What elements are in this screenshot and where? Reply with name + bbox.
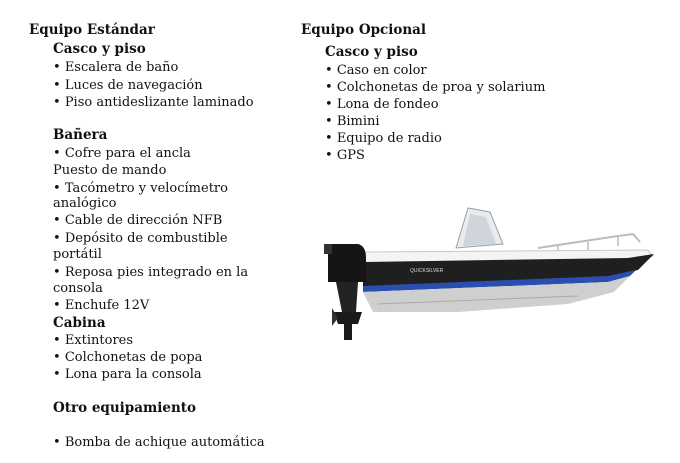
list-item: • Lona para la consola [53, 366, 202, 383]
standard-cockpit-heading: Bañera [53, 127, 108, 143]
list-item: • Luces de navegación [53, 77, 203, 94]
list-item: • Extintores [53, 332, 133, 349]
list-item: • Colchonetas de popa [53, 349, 202, 366]
motor-shaft [336, 282, 358, 312]
standard-equipment-title: Equipo Estándar [29, 22, 155, 38]
list-item: • Colchonetas de proa y solarium [325, 79, 545, 96]
list-item: • Caso en color [325, 62, 427, 79]
list-item: • GPS [325, 147, 365, 164]
list-item: • Cofre para el ancla [53, 145, 191, 162]
propeller-shape [332, 308, 338, 326]
list-item: • Lona de fondeo [325, 96, 439, 113]
list-item: • Piso antideslizante laminado [53, 94, 254, 111]
list-item-continuation: portátil [53, 247, 102, 262]
bow-railing [538, 234, 640, 248]
list-item: • Enchufe 12V [53, 297, 149, 314]
list-item-continuation: analógico [53, 196, 117, 211]
list-item: • Cable de dirección NFB [53, 212, 222, 229]
hull-brand-text: QUICKSILVER [410, 268, 444, 274]
list-item: • Escalera de baño [53, 59, 178, 76]
boat-illustration [318, 200, 658, 345]
optional-equipment-title: Equipo Opcional [301, 22, 427, 38]
optional-hull-heading: Casco y piso [325, 44, 418, 60]
list-item: • Depósito de combustible [53, 230, 228, 247]
standard-other-heading: Otro equipamiento [53, 400, 197, 416]
motor-handle [324, 244, 332, 254]
motor-lower-unit [334, 312, 362, 324]
list-item-continuation: consola [53, 281, 103, 296]
list-item: • Equipo de radio [325, 130, 442, 147]
motor-skeg [344, 324, 352, 340]
outboard-motor-cowl [328, 244, 366, 282]
standard-hull-heading: Casco y piso [53, 41, 146, 57]
list-item: • Tacómetro y velocímetro [53, 180, 228, 197]
list-item: • Bomba de achique automática [53, 434, 265, 451]
list-item: • Bimini [325, 113, 380, 130]
helm-station-label: Puesto de mando [53, 163, 167, 178]
list-item: • Reposa pies integrado en la [53, 264, 248, 281]
standard-cabin-heading: Cabina [53, 315, 106, 331]
